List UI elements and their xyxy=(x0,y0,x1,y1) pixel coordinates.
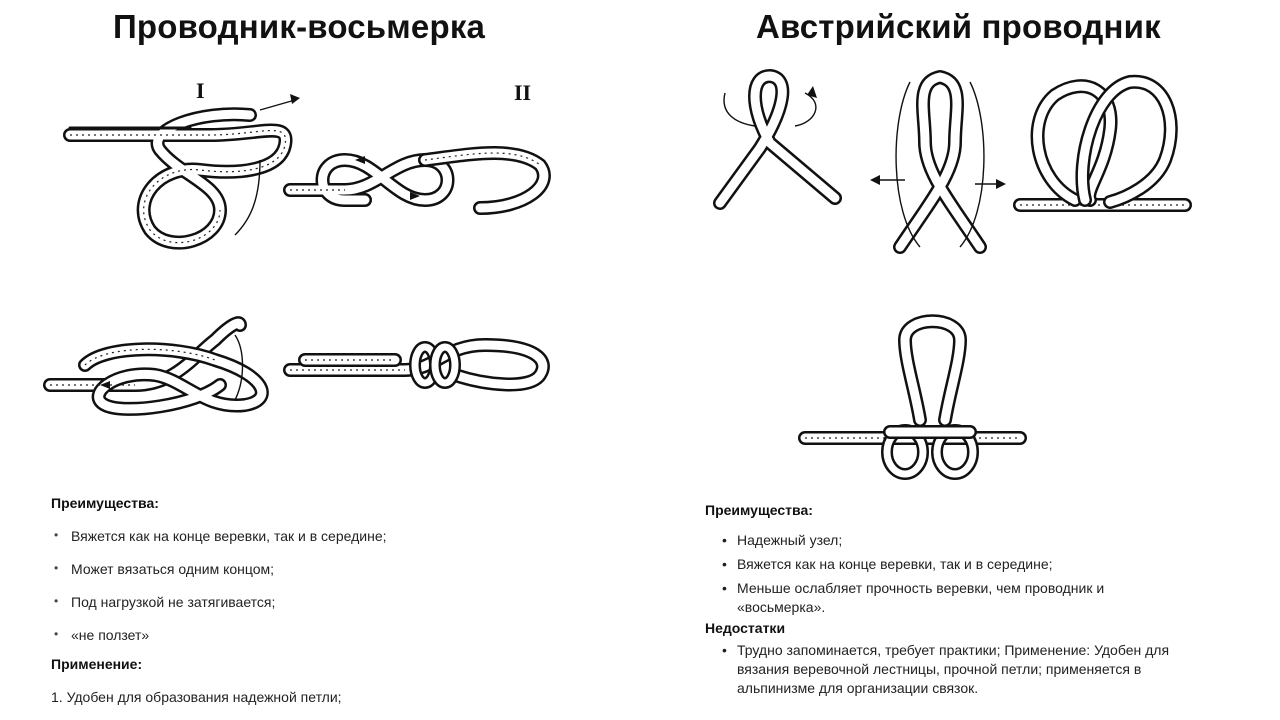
list-item: • Вяжется как на конце веревки, так и в середине; xyxy=(705,555,1225,574)
austrian-knot-advantages xyxy=(705,501,1225,698)
figure-eight-advantages-list xyxy=(51,527,611,645)
austrian-knot-finished-illustration xyxy=(805,310,1025,490)
figure-eight-finished-illustration xyxy=(285,330,555,400)
figure-eight-usage-heading: Применение: xyxy=(51,656,143,672)
austrian-knot-step2-illustration xyxy=(870,62,1010,262)
step-label-one: I xyxy=(196,78,205,103)
figure-eight-step3-illustration xyxy=(45,305,290,425)
austrian-knot-step3-illustration xyxy=(1015,70,1195,220)
austrian-knot-title: Австрийский проводник xyxy=(756,8,1161,45)
austrian-knot-advantages-heading: Преимущества: xyxy=(705,502,813,518)
list-item: • Под нагрузкой не затягивается; xyxy=(51,593,611,612)
list-item: 1. Удобен для образования надежной петли; xyxy=(51,688,342,705)
austrian-knot-step1-illustration xyxy=(715,68,845,213)
list-item: • Вяжется как на конце веревки, так и в середине; xyxy=(51,527,611,546)
figure-eight-usage xyxy=(51,655,611,707)
figure-eight-advantages-heading: Преимущества: xyxy=(51,495,159,511)
list-item: • Меньше ослабляет прочность веревки, чем проводник и «восьмерка». xyxy=(705,579,1177,617)
step-label-two: II xyxy=(514,80,532,105)
austrian-knot-advantages-list xyxy=(705,531,1225,617)
list-item: • «не ползет» xyxy=(51,626,611,645)
austrian-knot-drawbacks-heading: Недостатки xyxy=(705,620,786,637)
figure-eight-usage-list xyxy=(51,688,611,707)
list-item: • Трудно запоминается, требует практики; Применение: Удобен для вязания веревочной лестницы, прочной петли; применяется в альпинизме для организации связок. xyxy=(705,641,1217,698)
figure-eight-step1-illustration xyxy=(60,90,310,270)
list-item: • Может вязаться одним концом; xyxy=(51,560,611,579)
figure-eight-title: Проводник-восьмерка xyxy=(113,8,486,45)
austrian-knot-drawbacks-list xyxy=(705,641,1225,698)
list-item: • Надежный узел; xyxy=(705,531,1225,550)
figure-eight-advantages xyxy=(51,494,611,644)
figure-eight-step2-illustration xyxy=(285,140,555,230)
